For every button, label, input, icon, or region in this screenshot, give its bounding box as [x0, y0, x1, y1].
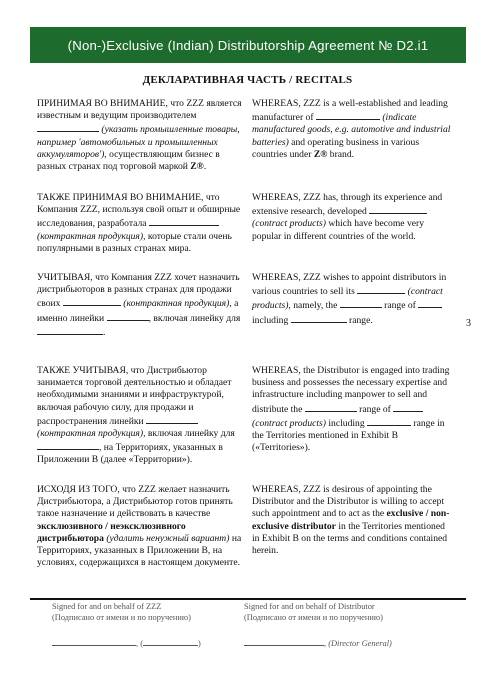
signature-line-zzz[interactable]: [52, 637, 136, 646]
recital-5-en: WHEREAS, ZZZ is desirous of appointing the Distributor and the Distributor is willing to accept such appointment and to act as the exclusive / non-exclusive distributor in the Territories mentioned in Exhibit B on the terms and conditions contained herein.: [252, 484, 450, 557]
recital-2-en: WHEREAS, ZZZ has, through its experience and extensive research, developed (contract products) which have become very popular in different countries of the world.: [252, 192, 443, 242]
recital-4-en: WHEREAS, the Distributor is engaged into trading business and possesses the necessary expertise and infrastructure including manpower to sell and distribute the range of (contract products) including range in the Territories mentioned in Exhibit B («Territories»).: [252, 365, 450, 454]
recital-3-en: WHEREAS, ZZZ wishes to appoint distributors in various countries to sell its (contract products), namely, the range of including range.: [252, 272, 447, 326]
section-heading: ДЕКЛАРАТИВНАЯ ЧАСТЬ / RECITALS: [142, 74, 353, 86]
recital-1-en: WHEREAS, ZZZ is a well-established and leading manufacturer of (indicate manufactured goods, e.g. automotive and industrial batteries) and operating business in various countries under Z® brand.: [252, 98, 451, 160]
page-number: 3: [466, 318, 471, 329]
recital-3-ru: УЧИТЫВАЯ, что Компания ZZZ хочет назначить дистрибьюторов в разных странах для продажи своих (контрактная продукция), а именно линейки , включая линейку для .: [37, 272, 241, 338]
recital-2-ru: ТАКЖЕ ПРИНИМАЯ ВО ВНИМАНИЕ, что Компания ZZZ, используя свой опыт и обширные исследования, разработала (контрактная продукция), которые стали очень популярными в разных странах мира.: [37, 192, 241, 254]
signature-block-zzz: Signed for and on behalf of ZZZ (Подписано от имени и по поручению) , ( ): [52, 602, 201, 648]
signature-block-distributor: Signed for and on behalf of Distributor (Подписано от имени и по поручению) , (Director General): [244, 602, 392, 648]
name-line-zzz[interactable]: [143, 637, 198, 646]
document-title: (Non-)Exclusive (Indian) Distributorship Agreement № D2.i1: [67, 37, 429, 53]
recital-1-ru: ПРИНИМАЯ ВО ВНИМАНИЕ, что ZZZ является известным и ведущим производителем (указать промышленные товары, например 'автомобильных и промышленных аккумуляторов'), осуществляющим бизнес в разных странах под торговой маркой Z®.: [37, 98, 242, 173]
footer-divider: [30, 598, 466, 600]
document-title-banner: [30, 27, 466, 63]
recital-5-ru: ИСХОДЯ ИЗ ТОГО, что ZZZ желает назначить Дистрибьютора, а Дистрибьютор готов принять такое назначение и действовать в качестве эксклюзивного / неэксклюзивного дистрибьютора (удалить ненужный вариант) на Территориях, указанных в Приложении B, на условиях, содержащихся в настоящем документе.: [37, 484, 242, 569]
recital-4-ru: ТАКЖЕ УЧИТЫВАЯ, что Дистрибьютор занимается торговой деятельностью и обладает необходимыми знаниями и инфраструктурой, включая рабочую силу, для продажи и распространения линейки (контрактная продукция), включая линейку для , на Территориях, указанных в Приложении B (далее «Территории»).: [37, 365, 235, 466]
signature-line-distributor[interactable]: [244, 637, 324, 646]
